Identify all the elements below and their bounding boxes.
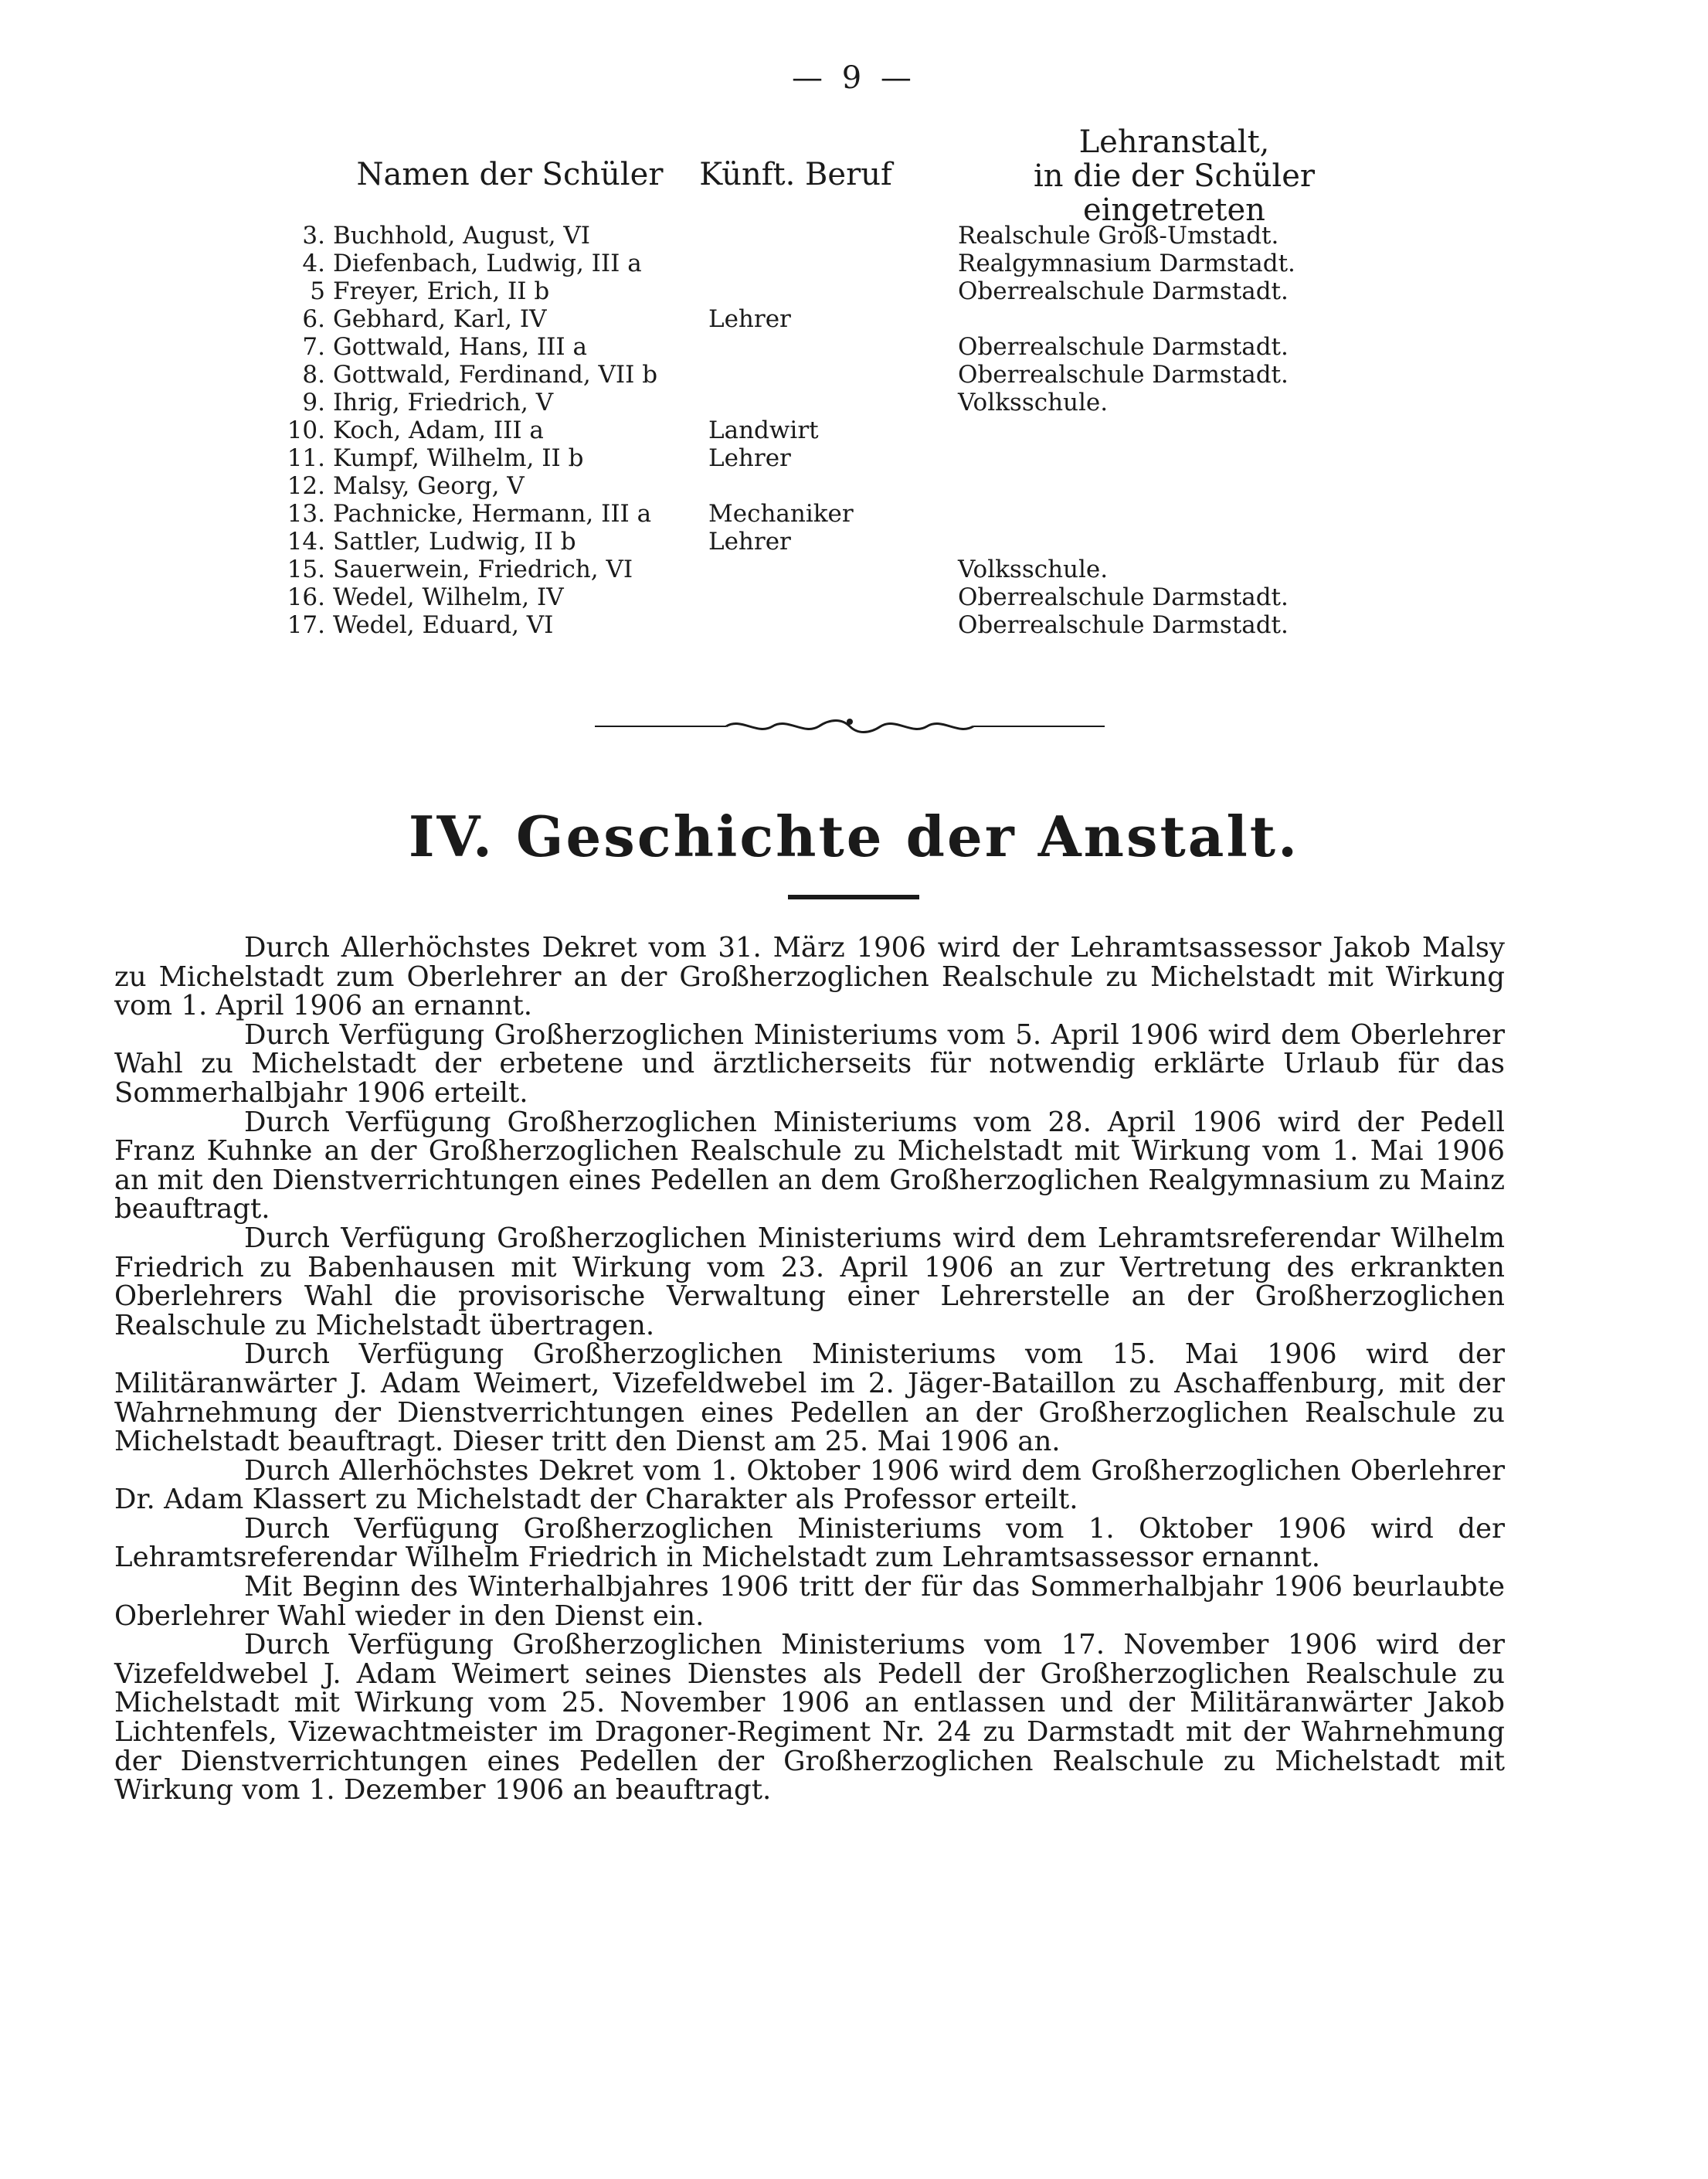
student-row: [0, 583, 1708, 611]
paragraph: Durch Verfügung Großherzoglichen Ministeriums vom 1. Oktober 1906 wird der Lehramtsreferendar Wilhelm Friedrich in Michelstadt zum Lehramtsassessor ernannt.: [114, 1512, 1505, 1574]
student-number: 8.: [302, 361, 325, 389]
student-list: [0, 222, 1708, 639]
student-number: 9.: [302, 389, 325, 416]
student-name: Kumpf, Wilhelm, II b: [333, 444, 584, 472]
column-header-institution-line2: in die der Schüler eingetreten: [1033, 158, 1316, 228]
student-row: [0, 500, 1708, 528]
student-row: [0, 305, 1708, 333]
student-name: Diefenbach, Ludwig, III a: [333, 250, 642, 277]
student-row: [0, 556, 1708, 583]
student-number: 11.: [287, 444, 325, 472]
student-number: 6.: [302, 305, 325, 333]
student-number: 3.: [302, 222, 325, 250]
student-name: Malsy, Georg, V: [333, 472, 525, 500]
paragraph: Durch Verfügung Großherzoglichen Ministeriums vom 5. April 1906 wird dem Oberlehrer Wahl zu Michelstadt der erbetene und ärztlicherseits für notwendig erklärte Urlaub für das Sommerhalbjahr 1906 erteilt.: [114, 1018, 1505, 1109]
paragraph: Durch Verfügung Großherzoglichen Ministeriums vom 17. November 1906 wird der Vizefeldwebel J. Adam Weimert seines Dienstes als Pedell der Großherzoglichen Realschule zu Michelstadt mit Wirkung vom 25. November 1906 an entlassen und der Militäranwärter Jakob Lichtenfels, Vizewachtmeister im Dragoner-Regiment Nr. 24 zu Darmstadt mit der Wahrnehmung der Dienstverrichtungen eines Pedellen der Großherzoglichen Realschule zu Michelstadt mit Wirkung vom 1. Dezember 1906 an beauftragt.: [114, 1629, 1505, 1807]
student-number: 16.: [287, 583, 325, 611]
student-row: [0, 528, 1708, 556]
student-row: [0, 611, 1708, 639]
student-row: [0, 389, 1708, 416]
paragraph: Durch Allerhöchstes Dekret vom 1. Oktober 1906 wird dem Großherzoglichen Oberlehrer Dr. Adam Klassert zu Michelstadt der Charakter als Professor erteilt.: [114, 1454, 1505, 1516]
paragraph: Durch Verfügung Großherzoglichen Ministeriums vom 15. Mai 1906 wird der Militäranwärter J. Adam Weimert, Vizefeldwebel im 2. Jäger-Bataillon zu Aschaffenburg, mit der Wahrnehmung der Dienstverrichtungen eines Pedellen an der Großherzoglichen Realschule zu Michelstadt beauftragt. Dieser tritt den Dienst am 25. Mai 1906 an.: [114, 1338, 1505, 1458]
student-institution: Oberrealschule Darmstadt.: [958, 583, 1289, 611]
student-name: Wedel, Eduard, VI: [333, 611, 554, 639]
student-institution: Oberrealschule Darmstadt.: [958, 361, 1289, 389]
student-institution: Volksschule.: [958, 556, 1109, 583]
student-number: 10.: [287, 416, 325, 444]
history-text: [114, 933, 1505, 1805]
paragraph: Durch Allerhöchstes Dekret vom 31. März 1906 wird der Lehramtsassessor Jakob Malsy zu Michelstadt zum Oberlehrer an der Großherzoglichen Realschule zu Michelstadt mit Wirkung vom 1. April 1906 an ernannt.: [114, 932, 1505, 1022]
student-name: Gottwald, Hans, III a: [333, 333, 587, 361]
section-title: IV. Geschichte der Anstalt.: [408, 804, 1300, 869]
student-profession: Mechaniker: [708, 500, 854, 528]
student-profession: Lehrer: [708, 444, 791, 472]
student-number: 14.: [287, 528, 325, 556]
student-row: [0, 444, 1708, 472]
column-header-institution-line1: Lehranstalt,: [1078, 124, 1270, 160]
student-name: Buchhold, August, VI: [333, 222, 591, 250]
student-name: Freyer, Erich, II b: [333, 277, 550, 305]
column-header-institution: [942, 125, 1406, 227]
student-row: [0, 361, 1708, 389]
student-profession: Landwirt: [708, 416, 819, 444]
paragraph: Durch Verfügung Großherzoglichen Ministeriums vom 28. April 1906 wird der Pedell Franz Kuhnke an der Großherzoglichen Realschule zu Michelstadt mit Wirkung vom 1. Mai 1906 an mit den Dienstverrichtungen eines Pedellen an dem Großherzoglichen Realgymnasium zu Mainz beauftragt.: [114, 1106, 1505, 1225]
student-institution: Volksschule.: [958, 389, 1109, 416]
paragraph: Durch Verfügung Großherzoglichen Ministeriums wird dem Lehramtsreferendar Wilhelm Friedrich zu Babenhausen mit Wirkung vom 23. April 1906 an zur Vertretung des erkrankten Oberlehrers Wahl die provisorische Verwaltung einer Lehrerstelle an der Großherzoglichen Realschule zu Michelstadt übertragen.: [114, 1222, 1505, 1341]
student-institution: Realschule Groß-Umstadt.: [958, 222, 1279, 250]
student-profession: Lehrer: [708, 528, 791, 556]
student-profession: Lehrer: [708, 305, 791, 333]
student-name: Gebhard, Karl, IV: [333, 305, 547, 333]
student-number: 5: [310, 277, 325, 305]
student-number: 7.: [302, 333, 325, 361]
student-number: 4.: [302, 250, 325, 277]
student-name: Sauerwein, Friedrich, VI: [333, 556, 633, 583]
student-name: Wedel, Wilhelm, IV: [333, 583, 564, 611]
student-institution: Oberrealschule Darmstadt.: [958, 333, 1289, 361]
student-institution: Oberrealschule Darmstadt.: [958, 611, 1289, 639]
student-row: [0, 333, 1708, 361]
student-institution: Realgymnasium Darmstadt.: [958, 250, 1295, 277]
student-name: Pachnicke, Hermann, III a: [333, 500, 652, 528]
student-number: 13.: [287, 500, 325, 528]
student-name: Gottwald, Ferdinand, VII b: [333, 361, 658, 389]
student-row: [0, 472, 1708, 500]
student-name: Koch, Adam, III a: [333, 416, 544, 444]
student-row: [0, 416, 1708, 444]
student-number: 17.: [287, 611, 325, 639]
column-header-names: Namen der Schüler: [356, 157, 664, 192]
page-number: — 9 —: [792, 60, 916, 96]
student-institution: Oberrealschule Darmstadt.: [958, 277, 1289, 305]
student-row: [0, 277, 1708, 305]
student-number: 15.: [287, 556, 325, 583]
student-name: Sattler, Ludwig, II b: [333, 528, 576, 556]
student-row: [0, 222, 1708, 250]
student-name: Ihrig, Friedrich, V: [333, 389, 554, 416]
student-number: 12.: [287, 472, 325, 500]
paragraph: Mit Beginn des Winterhalbjahres 1906 tritt der für das Sommerhalbjahr 1906 beurlaubte Oberlehrer Wahl wieder in den Dienst ein.: [114, 1571, 1505, 1632]
column-header-profession: Künft. Beruf: [699, 157, 892, 192]
title-underline: [788, 895, 919, 899]
student-row: [0, 250, 1708, 277]
ornamental-divider: [595, 711, 1105, 742]
